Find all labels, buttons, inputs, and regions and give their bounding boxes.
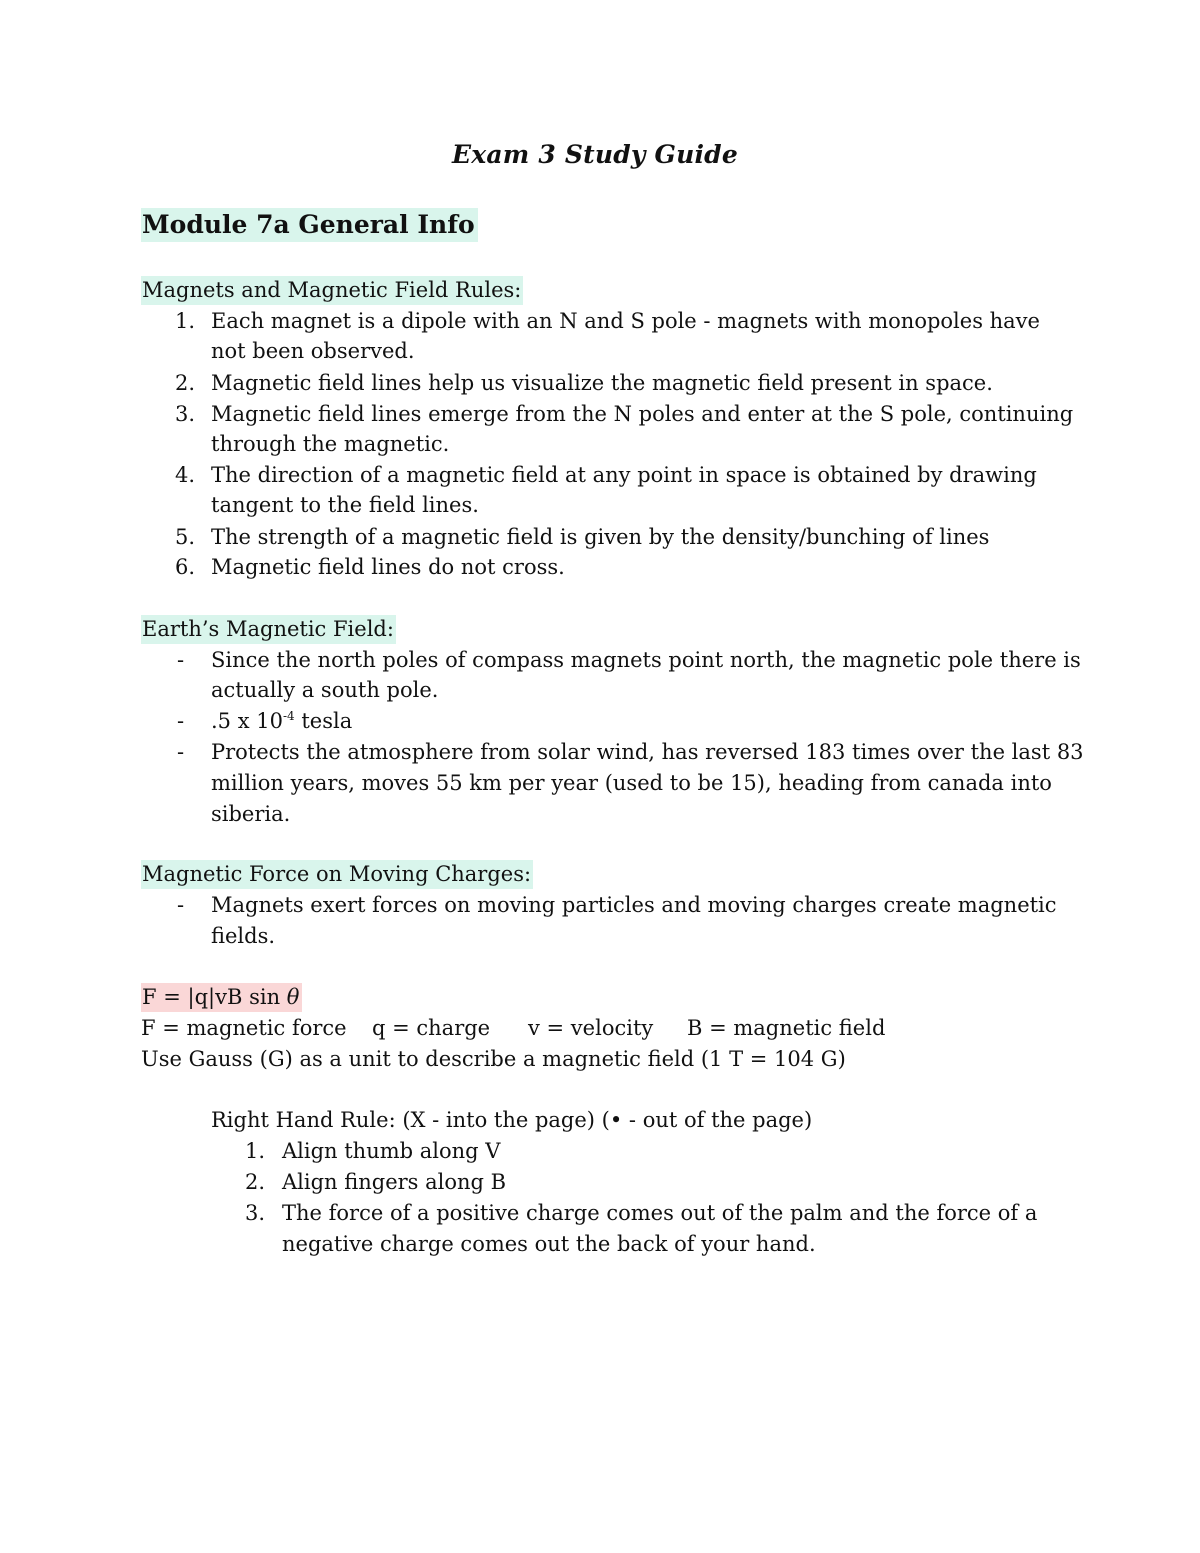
list-number: 5.: [174, 525, 195, 549]
list-item-text: million years, moves 55 km per year (used to be 15), heading from canada into: [211, 771, 1052, 795]
list-item-text: Align fingers along B: [282, 1170, 507, 1194]
list-number: 1.: [244, 1139, 265, 1163]
list-item-text: The direction of a magnetic field at any point in space is obtained by drawing: [211, 463, 1037, 487]
bullet-dash: -: [177, 709, 185, 733]
list-number: 3.: [174, 402, 195, 426]
list-item-text: Protects the atmosphere from solar wind, has reversed 183 times over the last 83: [211, 740, 1084, 764]
gauss-note: Use Gauss (G) as a unit to describe a magnetic field (1 T = 104 G): [141, 1047, 846, 1071]
list-item-text: The force of a positive charge comes out of the palm and the force of a: [282, 1201, 1038, 1225]
list-item-text: [211, 707, 352, 736]
tesla-value: .5 x 10: [211, 709, 283, 733]
list-item-text: siberia.: [211, 802, 291, 826]
theta-symbol: θ: [286, 985, 300, 1009]
list-number: 3.: [244, 1201, 265, 1225]
list-item-text: tangent to the field lines.: [211, 493, 479, 517]
list-item-text: Since the north poles of compass magnets point north, the magnetic pole there is: [211, 648, 1081, 672]
definition-charge: q = charge: [372, 1016, 491, 1040]
right-hand-rule-heading: Right Hand Rule: (X - into the page) (• - out of the page): [211, 1108, 813, 1132]
section-heading-magnetic-force: Magnetic Force on Moving Charges:: [141, 860, 533, 889]
list-number: 6.: [174, 555, 195, 579]
list-item-text: fields.: [211, 924, 276, 948]
list-number: 1.: [174, 309, 195, 333]
list-number: 2.: [244, 1170, 265, 1194]
document-title: Exam 3 Study Guide: [452, 140, 738, 169]
list-item-text: Magnetic field lines help us visualize the magnetic field present in space.: [211, 371, 993, 395]
list-item-text: Magnetic field lines emerge from the N poles and enter at the S pole, continuing: [211, 402, 1074, 426]
list-item-text: actually a south pole.: [211, 678, 439, 702]
bullet-dash: -: [177, 648, 185, 672]
force-formula: [141, 983, 302, 1012]
section-heading-magnet-rules: Magnets and Magnetic Field Rules:: [141, 276, 523, 305]
bullet-dash: -: [177, 893, 185, 917]
list-item-text: negative charge comes out the back of your hand.: [282, 1232, 816, 1256]
list-item-text: Magnetic field lines do not cross.: [211, 555, 565, 579]
module-heading: Module 7a General Info: [141, 208, 478, 242]
bullet-dash: -: [177, 740, 185, 764]
exponent: -4: [282, 709, 295, 723]
definition-force: F = magnetic force: [141, 1016, 347, 1040]
list-item-text: through the magnetic.: [211, 432, 450, 456]
definition-velocity: v = velocity: [528, 1016, 654, 1040]
list-number: 4.: [174, 463, 195, 487]
list-item-text: not been observed.: [211, 339, 415, 363]
definition-field: B = magnetic field: [687, 1016, 886, 1040]
section-heading-earth-field: Earth’s Magnetic Field:: [141, 615, 396, 644]
tesla-unit: tesla: [294, 709, 353, 733]
list-item-text: The strength of a magnetic field is given by the density/bunching of lines: [211, 525, 990, 549]
list-item-text: Magnets exert forces on moving particles and moving charges create magnetic: [211, 893, 1057, 917]
list-item-text: Align thumb along V: [282, 1139, 501, 1163]
list-item-text: Each magnet is a dipole with an N and S pole - magnets with monopoles have: [211, 309, 1040, 333]
formula-text: F = |q|vB sin: [142, 985, 287, 1009]
list-number: 2.: [174, 371, 195, 395]
